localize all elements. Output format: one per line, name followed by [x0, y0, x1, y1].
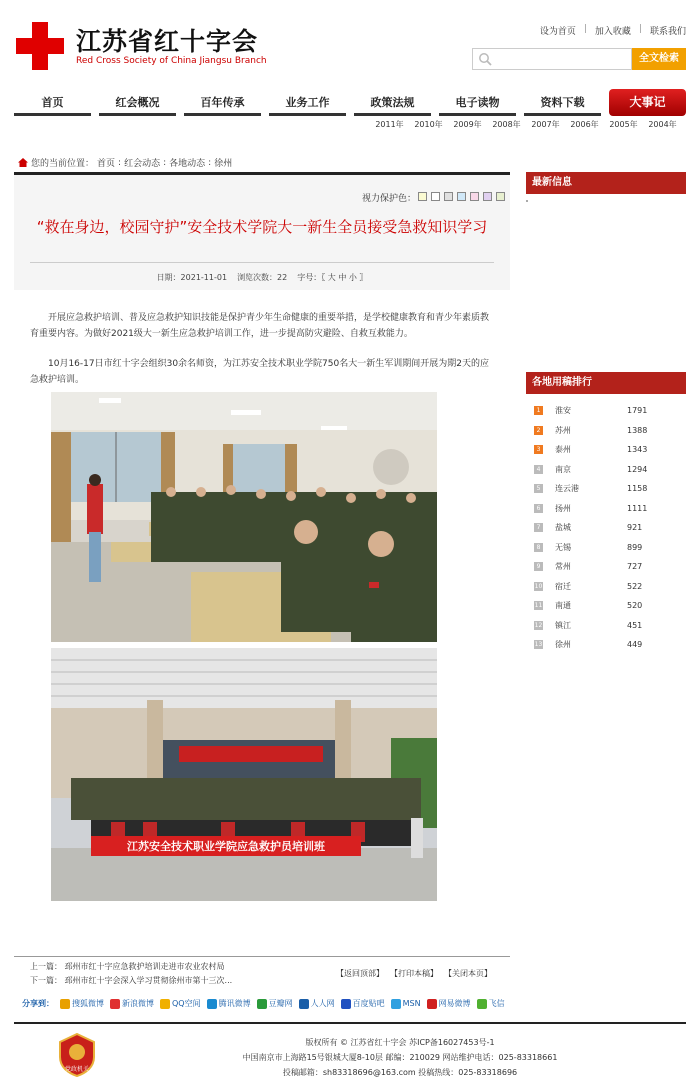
- home-icon: [18, 158, 28, 167]
- footer-copyright: 版权所有 © 江苏省红十字会 苏ICP备16027453号-1: [305, 1038, 495, 1047]
- divider: [14, 956, 510, 957]
- banner-text: 江苏安全技术职业学院应急救护员培训班: [127, 840, 325, 853]
- rank-count: 1388: [627, 426, 648, 435]
- ranking-row[interactable]: [534, 401, 674, 420]
- year-link[interactable]: 2004年: [648, 120, 677, 129]
- site-title[interactable]: 江苏省红十字会: [76, 27, 259, 56]
- ranking-row[interactable]: [534, 577, 674, 596]
- share-msn[interactable]: [391, 999, 421, 1009]
- eye-color-swatch[interactable]: [431, 192, 440, 201]
- latest-news-empty: [526, 200, 528, 202]
- eye-color-swatch[interactable]: [444, 192, 453, 201]
- share-sohu[interactable]: [60, 998, 104, 1009]
- share-name: 网易微博: [438, 999, 471, 1008]
- separator: |: [638, 24, 642, 34]
- article-title: “救在身边，校园守护”安全技术学院大一新生全员接受急救知识学习: [36, 218, 488, 236]
- ranking-row[interactable]: [534, 616, 674, 635]
- article-paragraph: 10月16-17日市红十字会组织30余名师资，为江苏安全技术职业学院750名大一新生军训期间开展为期2天的应急救护培训。: [30, 359, 489, 385]
- footer-address: 中国南京市上海路15号银城大厦8-10层 邮编：210029 网站维护电话：025-83318661: [242, 1053, 558, 1062]
- share-name: 豆瓣网: [268, 999, 293, 1008]
- rank-city: 无锡: [555, 543, 571, 552]
- share-name: 飞信: [488, 999, 505, 1008]
- top-links: [540, 24, 686, 37]
- share-name: 新浪微博: [122, 999, 154, 1008]
- rank-count: 1158: [627, 484, 648, 493]
- nav-downloads[interactable]: 资料下载: [524, 92, 601, 116]
- rank-number: 8: [534, 543, 543, 552]
- rank-count: 522: [627, 582, 643, 591]
- year-links: [370, 119, 682, 130]
- share-netease[interactable]: [427, 998, 471, 1009]
- rank-number: 13: [534, 641, 543, 648]
- share-renren[interactable]: [299, 998, 335, 1009]
- netease-icon: [427, 999, 437, 1009]
- rank-city: 南京: [555, 465, 571, 474]
- rank-number: 4: [534, 465, 543, 474]
- share-name: 百度贴吧: [352, 999, 385, 1008]
- share-sina[interactable]: [110, 998, 154, 1009]
- footer-contact: 投稿邮箱：sh83318696@163.com 投稿热线：025-83318696: [282, 1068, 518, 1077]
- rank-city: 淮安: [555, 406, 571, 415]
- article-views: 浏览次数：22: [237, 273, 288, 282]
- eye-protection-label: 视力保护色：: [362, 194, 417, 204]
- article-date: 日期：2021-11-01: [156, 273, 228, 282]
- nav-home[interactable]: 首页: [14, 92, 91, 116]
- set-homepage-link[interactable]: 设为首页: [539, 27, 576, 37]
- rank-count: 1791: [627, 406, 648, 415]
- tieba-icon: [341, 999, 351, 1009]
- share-tieba[interactable]: [341, 998, 385, 1009]
- rank-count: 449: [627, 640, 643, 649]
- year-link[interactable]: 2010年: [414, 120, 443, 129]
- ranking-row[interactable]: [534, 538, 674, 557]
- breadcrumb-xuzhou[interactable]: 徐州: [214, 159, 233, 169]
- nav-policy[interactable]: 政策法规: [354, 92, 431, 116]
- rank-number: 5: [534, 484, 543, 493]
- share-douban[interactable]: [257, 998, 293, 1009]
- rank-count: 727: [627, 562, 643, 571]
- share-label: 分享到：: [22, 999, 54, 1008]
- contact-link[interactable]: 联系我们: [649, 27, 686, 37]
- msn-icon: [391, 999, 401, 1009]
- share-name: 腾讯微博: [218, 999, 251, 1008]
- classroom-training-photo: [51, 392, 437, 642]
- site-subtitle: Red Cross Society of China Jiangsu Branch: [76, 56, 267, 66]
- rank-city: 泰州: [555, 445, 571, 454]
- rank-city: 扬州: [555, 504, 571, 513]
- rank-city: 南通: [555, 601, 571, 610]
- breadcrumb-local[interactable]: 各地动态: [169, 159, 206, 169]
- search-icon: [478, 52, 492, 66]
- rank-city: 连云港: [555, 484, 579, 493]
- footer-info: [200, 1035, 600, 1080]
- share-name: 人人网: [310, 999, 335, 1008]
- latest-news-heading: 最新信息: [526, 172, 686, 194]
- separator: :: [208, 157, 212, 168]
- divider: [30, 262, 494, 263]
- qzone-icon: [160, 999, 170, 1009]
- print-link[interactable]: 【打印本稿】: [390, 969, 438, 978]
- rank-city: 盐城: [555, 523, 571, 532]
- rank-count: 921: [627, 523, 643, 532]
- add-favorite-link[interactable]: 加入收藏: [594, 27, 631, 37]
- red-cross-logo-icon[interactable]: [16, 22, 64, 70]
- share-bar: [22, 998, 505, 1009]
- year-link[interactable]: 2006年: [570, 120, 599, 129]
- close-page-link[interactable]: 【关闭本页】: [444, 969, 492, 978]
- ranking-row[interactable]: [534, 440, 674, 459]
- rank-number: 7: [534, 523, 543, 532]
- ranking-row[interactable]: [534, 421, 674, 440]
- rank-number: 2: [534, 426, 543, 435]
- back-to-top-link[interactable]: 【返回顶部】: [336, 969, 384, 978]
- sohu-icon: [60, 999, 70, 1009]
- rank-city: 镇江: [555, 621, 571, 630]
- year-link[interactable]: 2008年: [492, 120, 521, 129]
- rank-number: 10: [534, 583, 543, 590]
- ranking-row[interactable]: [534, 499, 674, 518]
- rank-count: 520: [627, 601, 643, 610]
- separator: |: [583, 24, 587, 34]
- rank-number: 9: [534, 562, 543, 571]
- nav-history[interactable]: 百年传承: [184, 92, 261, 116]
- rank-number: 12: [534, 622, 543, 629]
- breadcrumb: [18, 156, 232, 169]
- rank-count: 1294: [627, 465, 648, 474]
- eye-color-swatch[interactable]: [483, 192, 492, 201]
- fetion-icon: [477, 999, 487, 1009]
- share-tencent[interactable]: [207, 998, 251, 1009]
- article-meta: [14, 272, 510, 283]
- tencent-icon: [207, 999, 217, 1009]
- next-article-link[interactable]: 下一篇： 邳州市红十字会深入学习贯彻徐州市第十三次...: [30, 976, 233, 985]
- rank-city: 苏州: [555, 426, 571, 435]
- separator: :: [163, 157, 167, 168]
- nav-ebooks[interactable]: 电子读物: [439, 92, 516, 116]
- rank-number: 6: [534, 504, 543, 513]
- eye-color-swatch[interactable]: [470, 192, 479, 201]
- nav-work[interactable]: 业务工作: [269, 92, 346, 116]
- eye-color-swatch[interactable]: [418, 192, 427, 201]
- article-paragraph: 开展应急救护培训、普及应急救护知识技能是保护青少年生命健康的重要举措，是学校健康教育和青少年素质教育重要内容。为做好2021级大一新生应急救护培训工作，进一步提高防灾避险、自救互救能力。: [30, 313, 490, 339]
- nav-events[interactable]: 大事记: [609, 89, 686, 116]
- ranking-row[interactable]: [534, 557, 674, 576]
- ranking-row[interactable]: [534, 635, 674, 654]
- eye-color-swatch[interactable]: [457, 192, 466, 201]
- rank-city: 宿迁: [555, 582, 571, 591]
- share-name: MSN: [402, 999, 421, 1008]
- breadcrumb-home[interactable]: 首页: [97, 159, 116, 169]
- share-name: 搜狐微博: [72, 999, 104, 1008]
- rank-city: 徐州: [555, 640, 571, 649]
- article-actions: [336, 968, 492, 979]
- main-nav: [14, 92, 686, 118]
- renren-icon: [299, 999, 309, 1009]
- font-size-switch[interactable]: 字号：〖 大 中 小 〗: [297, 273, 368, 282]
- group-photo: [51, 648, 437, 901]
- ranking-row[interactable]: [534, 596, 674, 615]
- badge-text: 党政机关: [64, 1066, 90, 1073]
- ranking-row[interactable]: [534, 460, 674, 479]
- year-link[interactable]: 2007年: [531, 120, 560, 129]
- rank-count: 1111: [627, 504, 648, 513]
- douban-icon: [257, 999, 267, 1009]
- prev-article-link[interactable]: 上一篇： 邳州市红十字应急救护培训走进市农业农村局: [30, 962, 225, 971]
- rank-city: 常州: [555, 562, 571, 571]
- eye-color-swatch[interactable]: [496, 192, 505, 201]
- rank-count: 899: [627, 543, 643, 552]
- rank-number: 1: [534, 406, 543, 415]
- share-qzone[interactable]: [160, 998, 201, 1009]
- search-button[interactable]: 全文检索: [632, 48, 686, 70]
- share-name: QQ空间: [172, 999, 201, 1008]
- year-link[interactable]: 2011年: [375, 120, 404, 129]
- rank-number: 11: [534, 602, 543, 609]
- breadcrumb-label: 您的当前位置：: [31, 159, 95, 169]
- footer-rule: [14, 1022, 686, 1024]
- ranking-row[interactable]: [534, 479, 674, 498]
- separator: :: [118, 157, 122, 168]
- rank-count: 451: [627, 621, 643, 630]
- search-input[interactable]: [472, 48, 632, 70]
- rank-number: 3: [534, 445, 543, 454]
- rank-count: 1343: [627, 445, 648, 454]
- share-fetion[interactable]: [477, 998, 505, 1009]
- gov-badge-icon[interactable]: [58, 1033, 96, 1077]
- ranking-heading: 各地用稿排行: [526, 372, 686, 394]
- year-link[interactable]: 2005年: [609, 120, 638, 129]
- ranking-row[interactable]: [534, 518, 674, 537]
- year-link[interactable]: 2009年: [453, 120, 482, 129]
- nav-about[interactable]: 红会概况: [99, 92, 176, 116]
- breadcrumb-news[interactable]: 红会动态: [124, 159, 161, 169]
- sina-icon: [110, 999, 120, 1009]
